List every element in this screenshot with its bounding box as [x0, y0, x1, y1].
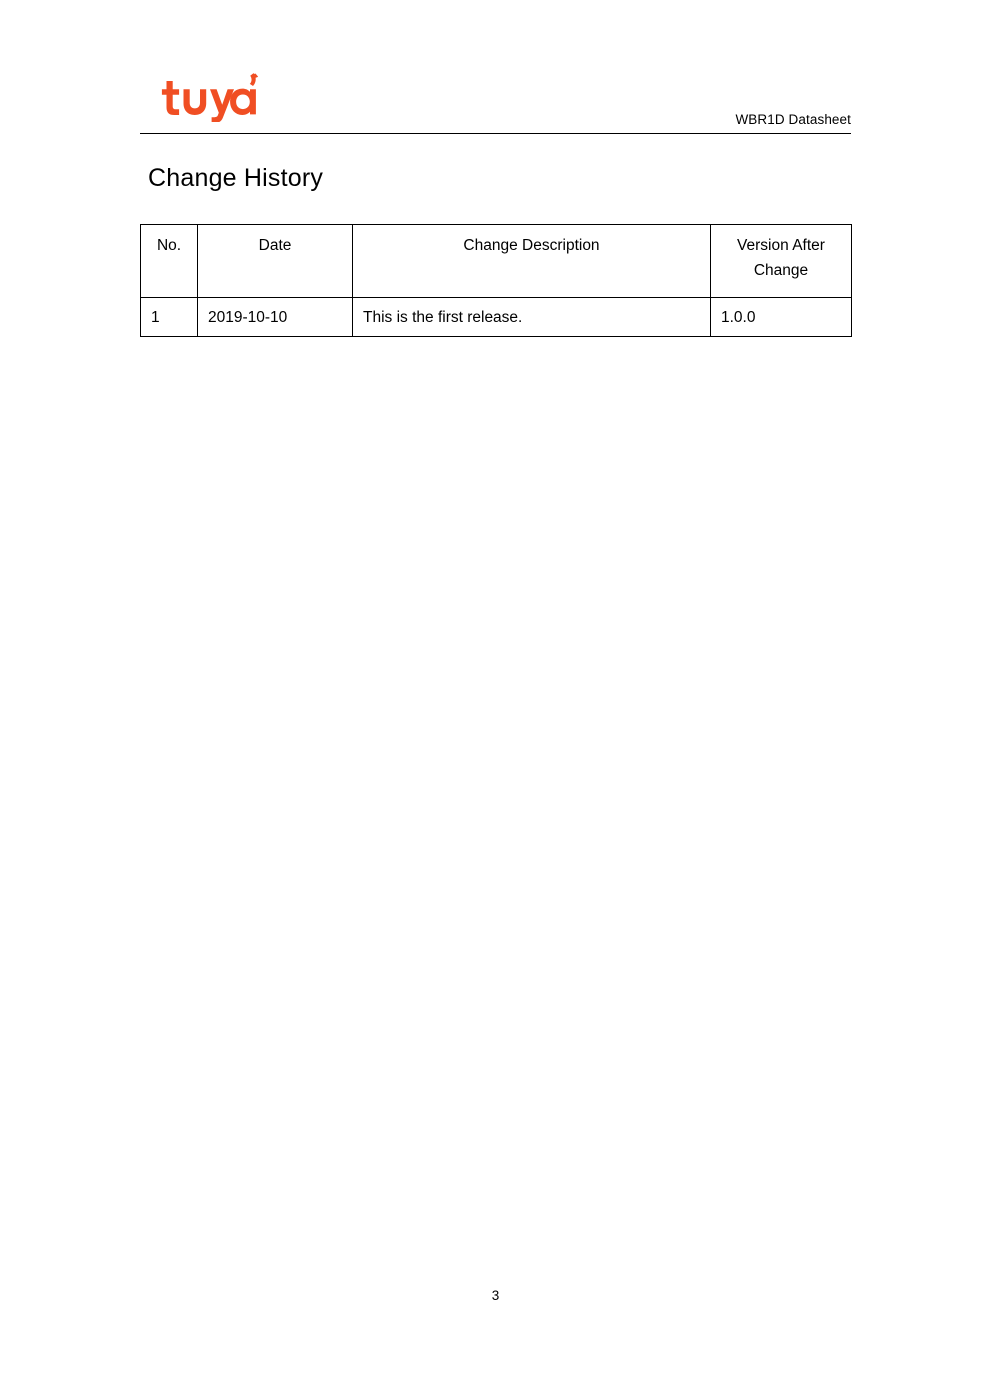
tuya-logo-icon [158, 72, 278, 122]
column-header-date: Date [198, 225, 353, 298]
cell-description: This is the first release. [353, 298, 711, 337]
cell-version: 1.0.0 [711, 298, 852, 337]
table-header-row [141, 225, 852, 298]
change-history-table [140, 224, 852, 337]
page-number: 3 [491, 1288, 500, 1303]
header-divider [140, 133, 851, 134]
page-header [140, 62, 851, 134]
column-header-no: No. [141, 225, 198, 298]
column-header-description: Change Description [353, 225, 711, 298]
page-title: Change History [148, 164, 324, 192]
header-document-title: WBR1D Datasheet [735, 112, 851, 127]
column-header-version-line2: Change [753, 262, 809, 279]
cell-no: 1 [141, 298, 198, 337]
table-row [141, 298, 852, 337]
cell-date: 2019-10-10 [198, 298, 353, 337]
column-header-version-line1: Version After [737, 237, 825, 254]
column-header-version [711, 225, 852, 298]
